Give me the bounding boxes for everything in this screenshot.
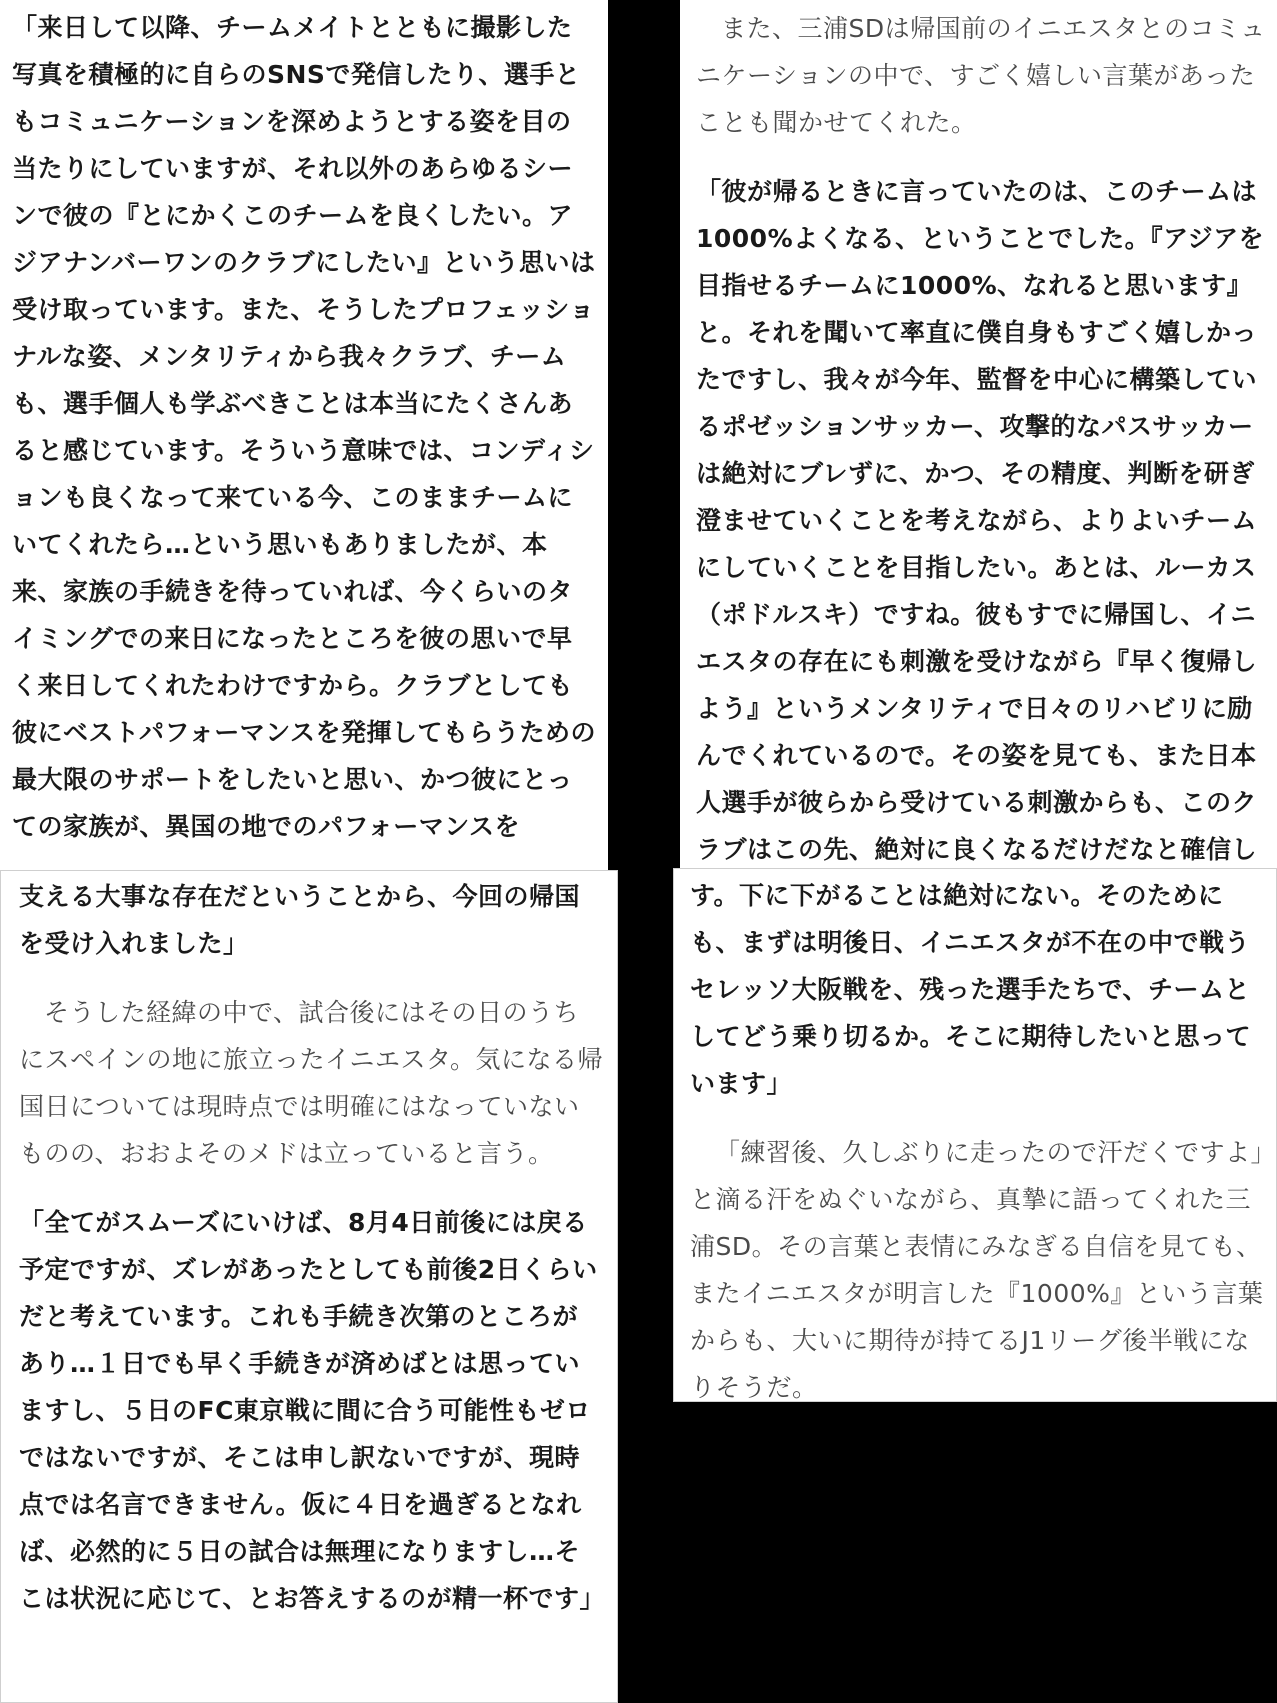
narration-paragraph: 「練習後、久しぶりに走ったので汗だくですよ」と滴る汗をぬぐいながら、真摯に語ってくれた三浦SD。その言葉と表情にみなぎる自信を見ても、またイニエスタが明言した『1000%』という言葉からも、大いに期待が持てるJ1リーグ後半戦になりそうだ。 bbox=[690, 1138, 1264, 1402]
paragraph-gap bbox=[690, 1107, 1266, 1129]
quote-paragraph-end: す。下に下がることは絶対にない。そのためにも、まずは明後日、イニエスタが不在の中で戦うセレッソ大阪戦を、残った選手たちで、チームとしてどう乗り切るか。そこに期待したいと思っています」 bbox=[690, 881, 1252, 1098]
article-fragment-top-right bbox=[680, 0, 1277, 870]
article-fragment-top-left bbox=[0, 0, 608, 872]
narration-paragraph: また、三浦SDは帰国前のイニエスタとのコミュニケーションの中で、すごく嬉しい言葉があったことも聞かせてくれた。 bbox=[696, 14, 1266, 137]
quote-paragraph-end: 支える大事な存在だということから、今回の帰国を受け入れました」 bbox=[19, 882, 581, 958]
paragraph-gap bbox=[696, 146, 1267, 168]
quote-paragraph: 「来日して以降、チームメイトとともに撮影した写真を積極的に自らのSNSで発信したり、選手ともコミュニケーションを深めようとする姿を目の当たりにしていますが、それ以外のあらゆるシーンで彼の『とにかくこのチームを良くしたい。アジアナンバーワンのクラブにしたい』という思いは受け取っています。また、そうしたプロフェッショナルな姿、メンタリティから我々クラブ、チームも、選手個人も学ぶべきことは本当にたくさんあると感じています。そういう意味では、コンディションも良くなって来ている今、このままチームにいてくれたら…という思いもありましたが、本来、家族の手続きを待っていれば、今くらいのタイミングでの来日になったところを彼の思いで早く来日してくれたわけですから。クラブとしても彼にベストパフォーマンスを発揮してもらうための最大限のサポートをしたいと思い、かつ彼にとっての家族が、異国の地でのパフォーマンスを bbox=[12, 13, 597, 841]
paragraph-gap bbox=[19, 1177, 603, 1199]
quote-paragraph: 「全てがスムーズにいけば、8月4日前後には戻る予定ですが、ズレがあったとしても前後2日くらいだと考えています。これも手続き次第のところがあり…１日でも早く手続きが済めばとは思っていますし、５日のFC東京戦に間に合う可能性もゼロではないですが、そこは申し訳ないですが、現時点では名言できません。仮に４日を過ぎるとなれば、必然的に５日の試合は無理になりますし…そこは状況に応じて、とお答えするのが精一杯です」 bbox=[19, 1208, 606, 1613]
narration-paragraph: そうした経緯の中で、試合後にはその日のうちにスペインの地に旅立ったイニエスタ。気になる帰国日については現時点では明確にはなっていないものの、おおよそのメドは立っていると言う。 bbox=[19, 998, 604, 1168]
article-fragment-bottom-right bbox=[673, 868, 1277, 1402]
quote-paragraph: 「彼が帰るときに言っていたのは、このチームは1000%よくなる、ということでした。『アジアを目指せるチームに1000%、なれると思います』と。それを聞いて率直に僕自身もすごく嬉しかったですし、我々が今年、監督を中心に構築しているポゼッションサッカー、攻撃的なパスサッカーは絶対にブレずに、かつ、その精度、判断を研ぎ澄ませていくことを考えながら、よりよいチームにしていくことを目指したい。あとは、ルーカス（ポドルスキ）ですね。彼もすでに帰国し、イニエスタの存在にも刺激を受けながら『早く復帰しよう』というメンタリティで日々のリハビリに励んでくれているので。その姿を見ても、また日本人選手が彼らから受けている刺激からも、このクラブはこの先、絶対に良くなるだけだなと確信し bbox=[696, 177, 1265, 864]
article-fragment-bottom-left bbox=[0, 870, 618, 1703]
paragraph-gap bbox=[19, 967, 603, 989]
